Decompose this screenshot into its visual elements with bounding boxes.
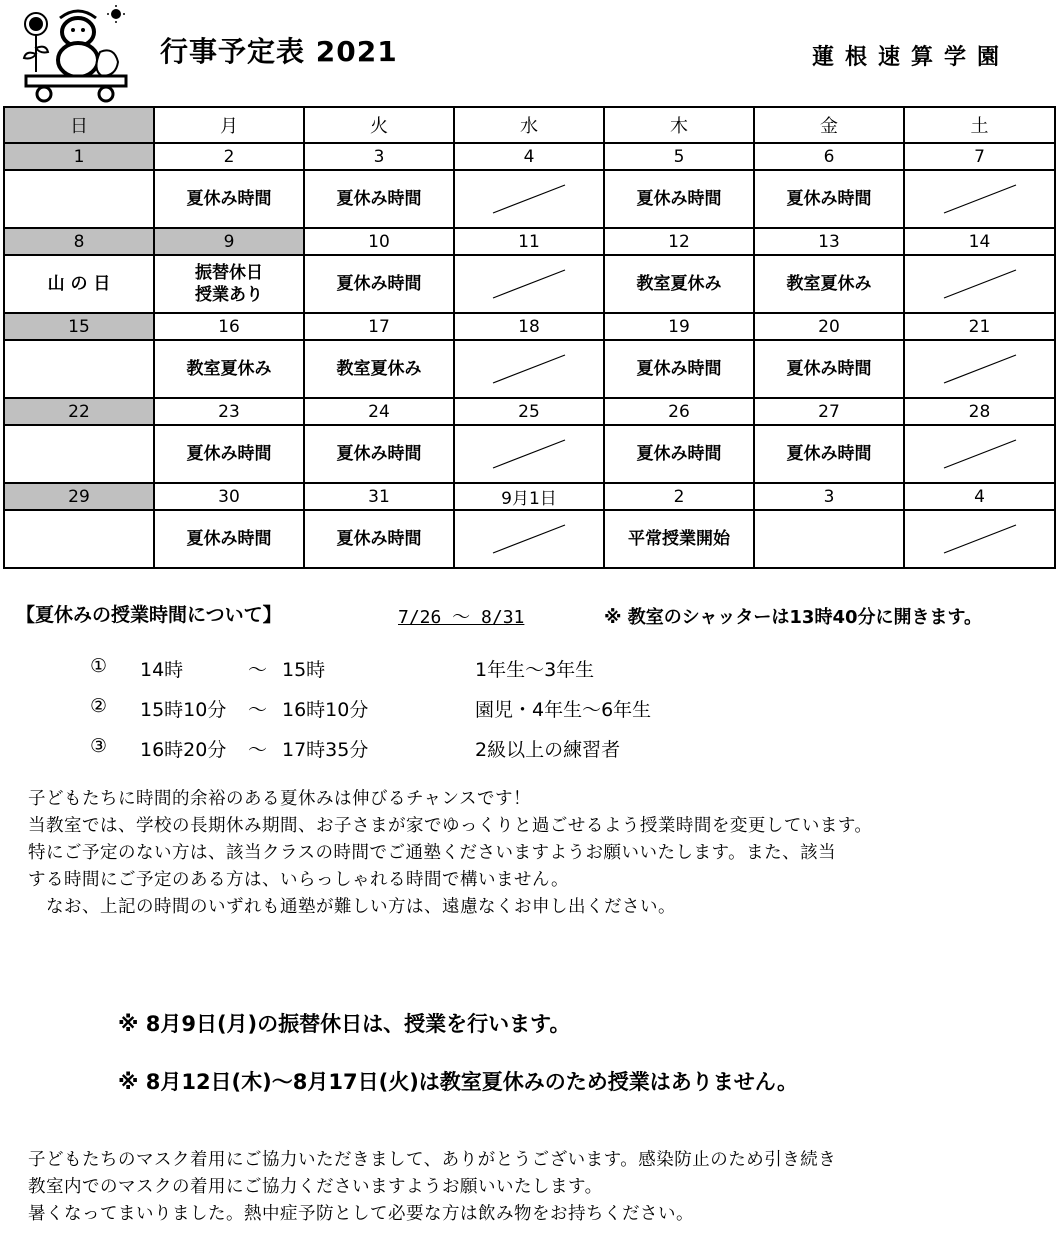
event-text: 夏休み時間	[336, 274, 422, 294]
event-cell	[454, 510, 604, 568]
event-text: 夏休み時間	[786, 359, 872, 379]
weekday-tue: 火	[304, 107, 454, 143]
weekday-sat: 土	[904, 107, 1055, 143]
weekday-mon: 月	[154, 107, 304, 143]
event-row	[4, 340, 1055, 398]
event-cell	[304, 340, 454, 398]
schedule-tilde: ～	[248, 659, 268, 681]
event-text: 夏休み時間	[186, 444, 272, 464]
schedule-mark: ③	[90, 735, 108, 757]
schedule-end: 17時35分	[282, 739, 369, 761]
date-cell: 25	[454, 398, 604, 425]
schedule-mark: ②	[90, 695, 108, 717]
event-text: 夏休み時間	[636, 444, 722, 464]
date-cell: 9	[154, 228, 304, 255]
event-text: 山 の 日	[47, 274, 111, 294]
event-text: 夏休み時間	[186, 189, 272, 209]
event-cell	[304, 170, 454, 228]
message-line: なお、上記の時間のいずれも通塾が難しい方は、遠慮なくお申し出ください。	[28, 897, 676, 917]
event-cell	[4, 255, 154, 313]
event-cell	[904, 510, 1055, 568]
message-line: 子どもたちに時間的余裕のある夏休みは伸びるチャンスです！	[28, 789, 531, 809]
schedule-group: 園児・4年生～6年生	[475, 699, 652, 721]
date-cell: 2	[604, 483, 754, 510]
event-cell	[454, 170, 604, 228]
event-cell	[4, 510, 154, 568]
weekday-sun: 日	[4, 107, 154, 143]
page-title: 行事予定表 2021	[160, 35, 398, 68]
date-cell: 2	[154, 143, 304, 170]
message-line: 特にご予定のない方は、該当クラスの時間でご通塾くださいますようお願いいたします。また、該当	[28, 843, 837, 863]
date-cell: 4	[904, 483, 1055, 510]
school-name: 蓮根速算学園	[812, 45, 1011, 70]
mask-paragraph	[28, 1147, 836, 1228]
event-cell	[904, 255, 1055, 313]
no-class-slash-icon	[489, 264, 569, 304]
date-cell: 6	[754, 143, 904, 170]
event-cell	[754, 510, 904, 568]
date-cell: 17	[304, 313, 454, 340]
date-cell: 28	[904, 398, 1055, 425]
event-cell	[4, 425, 154, 483]
schedule-start: 15時10分	[140, 699, 227, 721]
event-cell	[304, 510, 454, 568]
date-row	[4, 143, 1055, 170]
event-cell	[604, 255, 754, 313]
date-cell: 4	[454, 143, 604, 170]
event-cell	[154, 255, 304, 313]
event-text: 夏休み時間	[786, 444, 872, 464]
event-cell	[4, 340, 154, 398]
event-row	[4, 425, 1055, 483]
date-cell: 9月1日	[454, 483, 604, 510]
event-cell	[754, 425, 904, 483]
event-text: 夏休み時間	[786, 189, 872, 209]
event-cell	[154, 425, 304, 483]
event-cell	[4, 170, 154, 228]
event-text: 夏休み時間	[336, 444, 422, 464]
date-cell: 12	[604, 228, 754, 255]
mask-line: 教室内でのマスクの着用にご協力くださいますようお願いいたします。	[28, 1177, 603, 1197]
school-logo	[20, 4, 130, 104]
date-cell: 15	[4, 313, 154, 340]
event-text: 教室夏休み	[786, 274, 872, 294]
date-cell: 11	[454, 228, 604, 255]
date-row	[4, 228, 1055, 255]
weekday-header-row	[4, 107, 1055, 143]
mask-line: 子どもたちのマスク着用にご協力いただきまして、ありがとうございます。感染防止のため引き続き	[28, 1150, 837, 1170]
date-cell: 24	[304, 398, 454, 425]
date-cell: 30	[154, 483, 304, 510]
event-row	[4, 255, 1055, 313]
event-cell	[754, 255, 904, 313]
schedule-group: 2級以上の練習者	[475, 739, 621, 761]
message-line: 当教室では、学校の長期休み期間、お子さまが家でゆっくりと過ごせるよう授業時間を変更しています。	[28, 816, 873, 836]
date-cell: 7	[904, 143, 1055, 170]
schedule-tilde: ～	[248, 699, 268, 721]
schedule-start: 14時	[140, 659, 184, 681]
no-class-slash-icon	[940, 519, 1020, 559]
event-cell	[454, 340, 604, 398]
no-class-slash-icon	[940, 179, 1020, 219]
event-cell	[604, 425, 754, 483]
event-text: 授業あり	[195, 285, 263, 305]
event-cell	[754, 340, 904, 398]
event-text: 教室夏休み	[336, 359, 422, 379]
message-line: する時間にご予定のある方は、いらっしゃれる時間で構いません。	[28, 870, 570, 890]
date-cell: 3	[304, 143, 454, 170]
event-text: 夏休み時間	[636, 359, 722, 379]
event-text: 夏休み時間	[336, 189, 422, 209]
notice-classroom-closed: ※ 8月12日(木)～8月17日(火)は教室夏休みのため授業はありません。	[118, 1070, 799, 1094]
schedule-mark: ①	[90, 655, 108, 677]
event-cell	[304, 255, 454, 313]
event-row	[4, 170, 1055, 228]
event-cell	[604, 170, 754, 228]
event-text: 夏休み時間	[186, 529, 272, 549]
event-cell	[154, 170, 304, 228]
date-cell: 27	[754, 398, 904, 425]
mask-line: 暑くなってまいりました。熱中症予防として必要な方は飲み物をお持ちください。	[28, 1204, 694, 1224]
date-cell: 19	[604, 313, 754, 340]
event-text: 平常授業開始	[628, 529, 730, 549]
no-class-slash-icon	[489, 434, 569, 474]
event-cell	[904, 340, 1055, 398]
message-paragraph	[28, 786, 872, 921]
date-cell: 14	[904, 228, 1055, 255]
no-class-slash-icon	[940, 349, 1020, 389]
calendar-body	[4, 143, 1055, 568]
date-cell: 31	[304, 483, 454, 510]
date-row	[4, 398, 1055, 425]
event-cell	[754, 170, 904, 228]
event-text: 振替休日	[195, 263, 263, 283]
date-cell: 5	[604, 143, 754, 170]
schedule-end: 16時10分	[282, 699, 369, 721]
no-class-slash-icon	[489, 179, 569, 219]
event-text: 教室夏休み	[186, 359, 272, 379]
no-class-slash-icon	[940, 434, 1020, 474]
date-cell: 3	[754, 483, 904, 510]
no-class-slash-icon	[489, 519, 569, 559]
event-cell	[154, 340, 304, 398]
event-text: 夏休み時間	[636, 189, 722, 209]
event-cell	[454, 255, 604, 313]
schedule-group: 1年生～3年生	[475, 659, 595, 681]
event-text: 教室夏休み	[636, 274, 722, 294]
event-cell	[154, 510, 304, 568]
date-cell: 21	[904, 313, 1055, 340]
date-cell: 16	[154, 313, 304, 340]
calendar-table	[3, 106, 1056, 569]
no-class-slash-icon	[489, 349, 569, 389]
date-cell: 18	[454, 313, 604, 340]
weekday-wed: 水	[454, 107, 604, 143]
date-cell: 8	[4, 228, 154, 255]
date-cell: 29	[4, 483, 154, 510]
schedule-start: 16時20分	[140, 739, 227, 761]
schedule-tilde: ～	[248, 739, 268, 761]
date-cell: 23	[154, 398, 304, 425]
date-cell: 13	[754, 228, 904, 255]
event-cell	[304, 425, 454, 483]
shutter-note: ※ 教室のシャッターは13時40分に開きます。	[604, 607, 983, 628]
notice-substitute-holiday: ※ 8月9日(月)の振替休日は、授業を行います。	[118, 1012, 571, 1036]
weekday-thu: 木	[604, 107, 754, 143]
event-cell	[604, 340, 754, 398]
date-row	[4, 483, 1055, 510]
event-row	[4, 510, 1055, 568]
weekday-fri: 金	[754, 107, 904, 143]
date-row	[4, 313, 1055, 340]
event-cell	[904, 170, 1055, 228]
no-class-slash-icon	[940, 264, 1020, 304]
date-cell: 26	[604, 398, 754, 425]
summer-hours-heading: 【夏休みの授業時間について】	[16, 604, 282, 626]
date-cell: 10	[304, 228, 454, 255]
date-cell: 20	[754, 313, 904, 340]
summer-date-range: 7/26 ～ 8/31	[398, 607, 525, 628]
schedule-end: 15時	[282, 659, 326, 681]
event-text: 夏休み時間	[336, 529, 422, 549]
event-cell	[904, 425, 1055, 483]
event-cell	[604, 510, 754, 568]
date-cell: 22	[4, 398, 154, 425]
date-cell: 1	[4, 143, 154, 170]
event-cell	[454, 425, 604, 483]
